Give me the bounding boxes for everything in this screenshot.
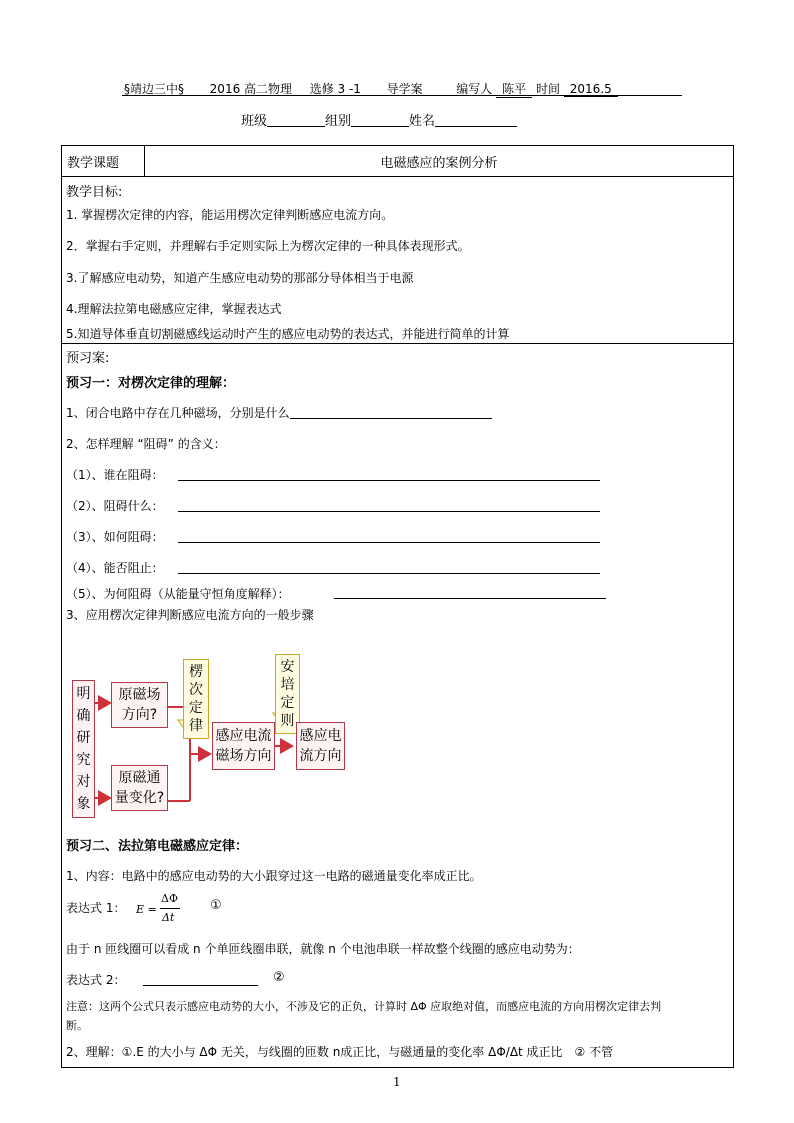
flow-ampere-char: 培	[280, 677, 295, 693]
flow-lenz-char: 楞	[189, 664, 203, 680]
flow-lenz-char: 次	[189, 682, 203, 698]
time-label: 时间	[535, 82, 560, 96]
question-3: 3、应用楞次定律判断感应电流方向的一般步骤	[66, 608, 314, 622]
flow-current-dir-line: 流方向	[299, 748, 342, 764]
editor-name: 陈平	[496, 80, 532, 98]
flow-ampere-char: 则	[280, 713, 295, 729]
expr2-label: 表达式 2：	[66, 973, 126, 987]
sub-question-5-blank[interactable]	[334, 598, 606, 599]
question-1-blank[interactable]	[290, 406, 492, 419]
row-divider-1	[62, 176, 733, 177]
group-field[interactable]	[351, 113, 409, 127]
expr1-mark: ①	[210, 898, 222, 913]
flow-orig-flux-line: 原磁通	[118, 770, 161, 786]
time-value: 2016.5	[564, 82, 618, 97]
goal-item-3: 3.了解感应电动势，知道产生感应电动势的那部分导体相当于电源	[66, 271, 414, 285]
goal-item-1: 1. 掌握楞次定律的内容，能运用楞次定律判断感应电流方向。	[66, 208, 394, 222]
group-label: 组别	[325, 114, 352, 129]
student-info-line	[241, 110, 517, 129]
expr2-mark: ②	[273, 970, 285, 985]
question-1	[66, 404, 492, 421]
expr2-blank[interactable]	[143, 985, 258, 986]
sub-question-1-blank[interactable]	[178, 480, 600, 481]
goals-heading: 教学目标:	[66, 185, 123, 200]
header-underline	[122, 95, 682, 96]
faraday-content: 1、内容：电路中的感应电动势的大小跟穿过这一电路的磁通量变化率成正比。	[66, 869, 482, 883]
topic-label: 教学课题	[67, 156, 120, 171]
preview-heading: 预习案:	[66, 351, 110, 366]
name-label: 姓名	[409, 114, 436, 129]
flow-ampere-char: 定	[280, 695, 295, 711]
row-divider-2	[62, 343, 733, 344]
flow-ampere-char: 安	[280, 659, 295, 675]
note-line-1: 注意：这两个公式只表示感应电动势的大小，不涉及它的正负，计算时 ΔΦ 应取绝对值，而感应电流的方向用楞次定律去判	[66, 1000, 662, 1013]
book-name: 选修 3 -1	[309, 82, 361, 96]
understand-line: 2、理解：①.E 的大小与 ΔΦ 无关，与线圈的匝数 n成正比，与磁通量的变化率 ΔΦ/Δt 成正比 ② 不管	[66, 1045, 614, 1059]
flow-lenz-char: 律	[189, 718, 203, 734]
expr1-numerator: ΔΦ	[161, 892, 178, 905]
flow-orig-field-line: 原磁场	[118, 687, 161, 703]
flow-object-char: 究	[76, 752, 91, 768]
sub-question-3: （3）、如何阻碍：	[66, 530, 164, 544]
flow-induced-field-box	[212, 722, 275, 770]
year-course: 2016 高二物理	[209, 82, 293, 96]
expr1-denominator: Δt	[162, 911, 175, 924]
flow-orig-flux-box	[111, 765, 168, 811]
name-field[interactable]	[435, 113, 517, 127]
page-number: 1	[393, 1075, 401, 1089]
class-field[interactable]	[267, 113, 325, 127]
flow-orig-field-line: 方向?	[121, 707, 158, 723]
goal-item-5: 5.知道导体垂直切割磁感线运动时产生的感应电动势的表达式，并能进行简单的计算	[66, 327, 510, 341]
note-line-2: 断。	[66, 1019, 88, 1032]
flow-lenz-char: 定	[189, 700, 203, 716]
flow-object-box	[72, 680, 95, 818]
section1-title: 预习一：对楞次定律的理解：	[66, 376, 236, 391]
sub-question-2-blank[interactable]	[178, 511, 600, 512]
goal-item-4: 4.理解法拉第电磁感应定律，掌握表达式	[66, 302, 282, 316]
editor-label: 编写人	[456, 82, 493, 96]
flow-current-dir-line: 感应电	[299, 728, 342, 744]
flow-orig-field-box	[111, 682, 168, 728]
flow-current-dir-box	[296, 722, 345, 770]
flow-lenz-box	[183, 659, 209, 739]
sub-question-4: （4）、能否阻止：	[66, 561, 164, 575]
flow-object-char: 确	[76, 708, 91, 724]
flow-object-char: 研	[76, 730, 91, 746]
sub-question-5: （5）、为何阻碍（从能量守恒角度解释）：	[66, 587, 290, 601]
sub-question-1: （1）、谁在阻碍：	[66, 468, 164, 482]
sub-question-4-blank[interactable]	[178, 573, 600, 574]
flow-induced-field-line: 磁场方向	[215, 748, 272, 764]
flow-object-char: 象	[76, 796, 91, 812]
flow-induced-field-line: 感应电流	[215, 728, 272, 744]
expr1-lhs: E =	[136, 903, 157, 916]
topic-title: 电磁感应的案例分析	[380, 156, 498, 171]
question-1-text: 1、闭合电路中存在几种磁场，分别是什么	[66, 406, 290, 420]
sub-question-2: （2）、阻碍什么：	[66, 499, 164, 513]
goal-item-2: 2．掌握右手定则，并理解右手定则实际上为楞次定律的一种具体表现形式。	[66, 239, 470, 253]
flow-object-char: 对	[76, 774, 91, 790]
expr1-fraction-bar	[160, 908, 180, 909]
flow-object-char: 明	[76, 686, 91, 702]
flow-orig-flux-line: 量变化?	[114, 790, 165, 806]
class-label: 班级	[241, 114, 268, 129]
section2-title: 预习二、法拉第电磁感应定律：	[66, 839, 249, 854]
doc-type: 导学案	[386, 82, 423, 96]
school-name: §靖边三中§	[124, 82, 185, 96]
expr1-label: 表达式 1：	[66, 901, 126, 915]
sub-question-3-blank[interactable]	[178, 542, 600, 543]
question-2: 2、怎样理解 “阻碍” 的含义：	[66, 437, 226, 451]
series-note: 由于 n 匝线圈可以看成 n 个单匝线圈串联，就像 n 个电池串联一样故整个线圈的感应电动势为：	[66, 942, 580, 956]
